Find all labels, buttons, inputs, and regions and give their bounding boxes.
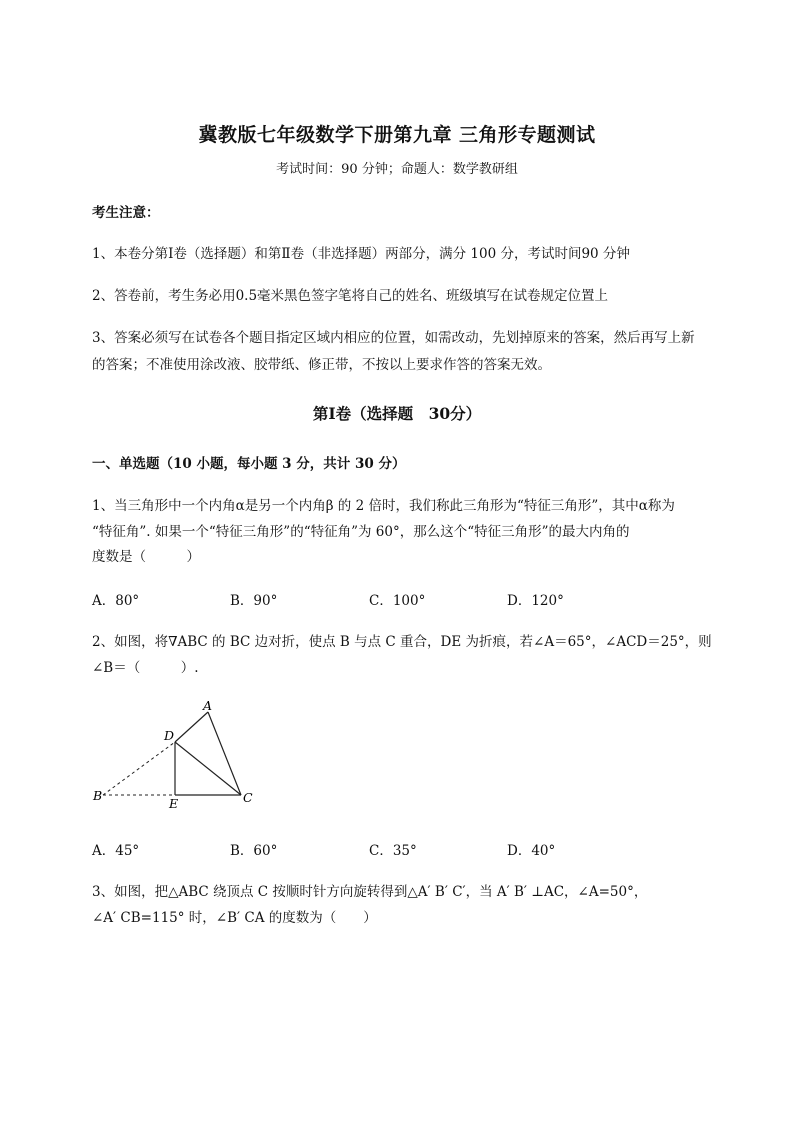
- notice-heading: 考生注意：: [92, 205, 160, 221]
- question-2-option-b[interactable]: B．60°: [230, 843, 278, 859]
- notice-item-1: 1、本卷分第Ⅰ卷（选择题）和第Ⅱ卷（非选择题）两部分，满分 100 分，考试时间90 分钟: [92, 246, 630, 262]
- question-3-line-1: 3、如图，把△ABC 绕顶点 C 按顺时针方向旋转得到△A′ B′ C′，当 A′ B′ ⊥AC，∠A=50°，: [92, 884, 648, 900]
- segment-da: [175, 712, 208, 742]
- page-title: 冀教版七年级数学下册第九章 三角形专题测试: [198, 124, 596, 146]
- question-2-option-d[interactable]: D．40°: [507, 843, 556, 859]
- question-1-option-b[interactable]: B．90°: [230, 593, 278, 609]
- question-3-line-2: ∠A′ CB=115° 时，∠B′ CA 的度数为（ ）: [92, 910, 377, 926]
- question-2-line-2: ∠B＝（ ）.: [92, 660, 199, 676]
- notice-item-3-cont: 的答案；不准使用涂改液、胶带纸、修正带，不按以上要求作答的答案无效。: [92, 357, 551, 373]
- question-2-option-c[interactable]: C．35°: [369, 843, 417, 859]
- question-1-option-d[interactable]: D．120°: [507, 593, 564, 609]
- question-1-option-a[interactable]: A．80°: [92, 593, 140, 609]
- label-d: D: [164, 728, 175, 743]
- exam-info: 考试时间：90 分钟；命题人：数学教研组: [276, 162, 518, 177]
- label-b: B: [93, 788, 103, 803]
- question-1-option-c[interactable]: C．100°: [369, 593, 426, 609]
- notice-item-2: 2、答卷前，考生务必用0.5毫米黑色签字笔将自己的姓名、班级填写在试卷规定位置上: [92, 288, 609, 304]
- notice-item-3: 3、答案必须写在试卷各个题目指定区域内相应的位置，如需改动，先划掉原来的答案，然后再写上新: [92, 330, 695, 346]
- section-title: 第Ⅰ卷（选择题 30分）: [312, 404, 482, 423]
- question-1-line-1: 1、当三角形中一个内角α是另一个内角β 的 2 倍时，我们称此三角形为“特征三角形”，其中α称为: [92, 498, 675, 514]
- segment-ac: [208, 712, 241, 795]
- label-e: E: [169, 796, 179, 811]
- fold-line-bd: [103, 742, 175, 795]
- label-a: A: [203, 698, 213, 713]
- question-2-option-a[interactable]: A．45°: [92, 843, 140, 859]
- part-title: 一、单选题（10 小题，每小题 3 分，共计 30 分）: [92, 456, 406, 472]
- triangle-figure: [88, 695, 268, 815]
- question-1-line-2: “特征角”. 如果一个“特征三角形”的“特征角”为 60°，那么这个“特征三角形”的最大内角的: [92, 524, 630, 540]
- question-1-line-3: 度数是（ ）: [92, 549, 200, 565]
- label-c: C: [243, 790, 253, 805]
- question-2-line-1: 2、如图，将∇ABC 的 BC 边对折，使点 B 与点 C 重合，DE 为折痕，若∠A＝65°，∠ACD＝25°，则: [92, 634, 712, 650]
